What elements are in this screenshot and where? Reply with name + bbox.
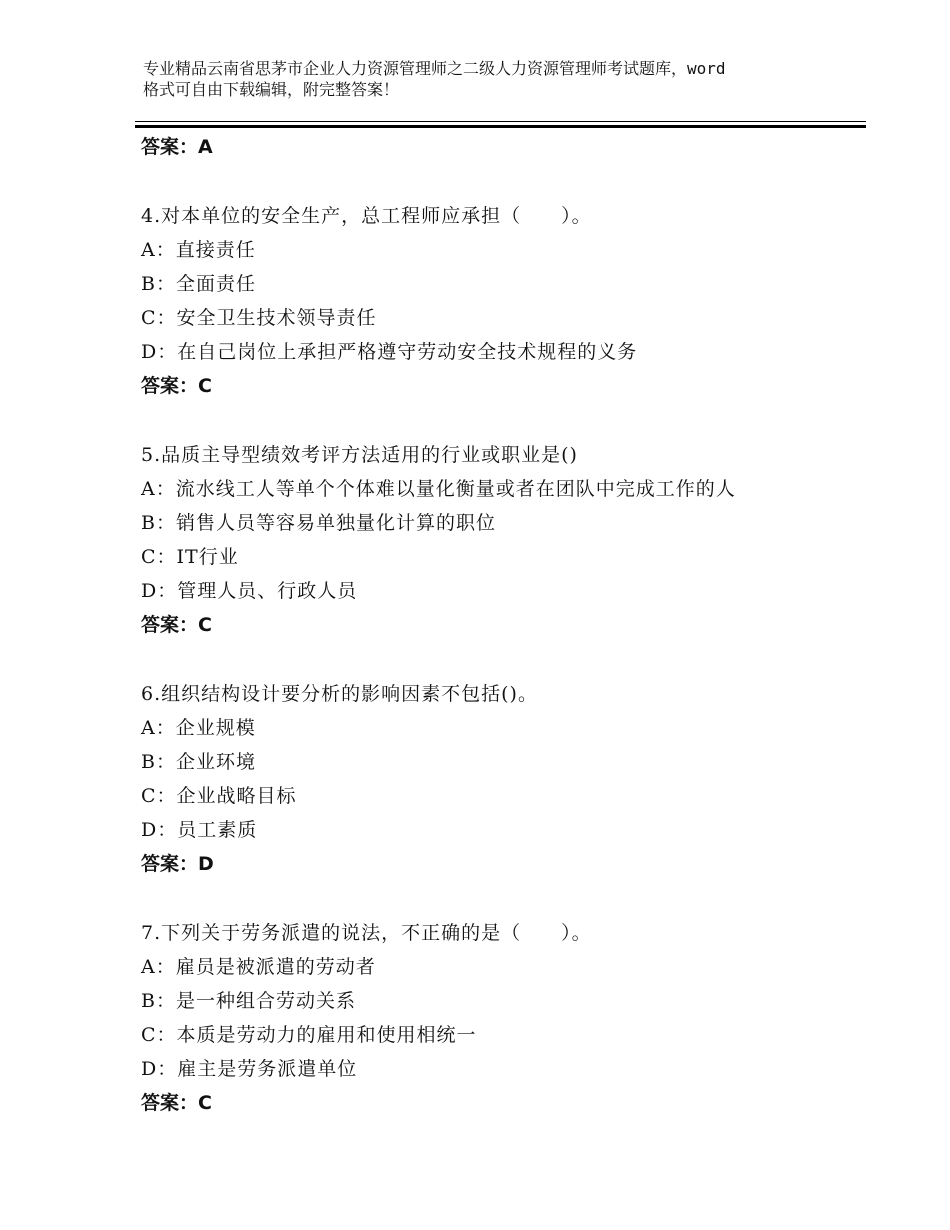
header-line-1: 专业精品云南省思茅市企业人力资源管理师之二级人力资源管理师考试题库，word bbox=[143, 59, 726, 78]
question-4-option-c: C：安全卫生技术领导责任 bbox=[141, 307, 377, 329]
question-6-option-a: A：企业规模 bbox=[141, 717, 256, 739]
question-7-option-d: D：雇主是劳务派遣单位 bbox=[141, 1058, 358, 1080]
header-divider-thick bbox=[135, 125, 866, 128]
question-5-answer: 答案：C bbox=[141, 614, 212, 636]
question-5-option-c: C：IT行业 bbox=[141, 546, 239, 568]
document-header bbox=[143, 58, 843, 100]
question-5-stem: 5.品质主导型绩效考评方法适用的行业或职业是() bbox=[141, 444, 578, 466]
question-5-option-a: A：流水线工人等单个个体难以量化衡量或者在团队中完成工作的人 bbox=[141, 478, 736, 500]
question-7-option-c: C：本质是劳动力的雇用和使用相统一 bbox=[141, 1024, 477, 1046]
question-4-option-b: B：全面责任 bbox=[141, 273, 256, 295]
question-7-option-b: B：是一种组合劳动关系 bbox=[141, 990, 356, 1012]
question-4-answer: 答案：C bbox=[141, 375, 212, 397]
question-6-option-d: D：员工素质 bbox=[141, 819, 258, 841]
question-6-answer: 答案：D bbox=[141, 853, 214, 875]
question-7-option-a: A：雇员是被派遣的劳动者 bbox=[141, 956, 376, 978]
question-7-answer: 答案：C bbox=[141, 1092, 212, 1114]
previous-answer: 答案：A bbox=[141, 136, 213, 158]
question-6-option-b: B：企业环境 bbox=[141, 751, 256, 773]
question-4-stem: 4.对本单位的安全生产，总工程师应承担（ ）。 bbox=[141, 205, 592, 227]
question-5-option-d: D：管理人员、行政人员 bbox=[141, 580, 358, 602]
header-divider-thin bbox=[135, 121, 866, 122]
question-4-option-d: D：在自己岗位上承担严格遵守劳动安全技术规程的义务 bbox=[141, 341, 638, 363]
question-5-option-b: B：销售人员等容易单独量化计算的职位 bbox=[141, 512, 496, 534]
header-line-2: 格式可自由下载编辑，附完整答案！ bbox=[143, 80, 400, 99]
question-6-stem: 6.组织结构设计要分析的影响因素不包括()。 bbox=[141, 683, 538, 705]
question-6-option-c: C：企业战略目标 bbox=[141, 785, 297, 807]
question-7-stem: 7.下列关于劳务派遣的说法，不正确的是（ ）。 bbox=[141, 922, 592, 944]
question-4-option-a: A：直接责任 bbox=[141, 239, 256, 261]
